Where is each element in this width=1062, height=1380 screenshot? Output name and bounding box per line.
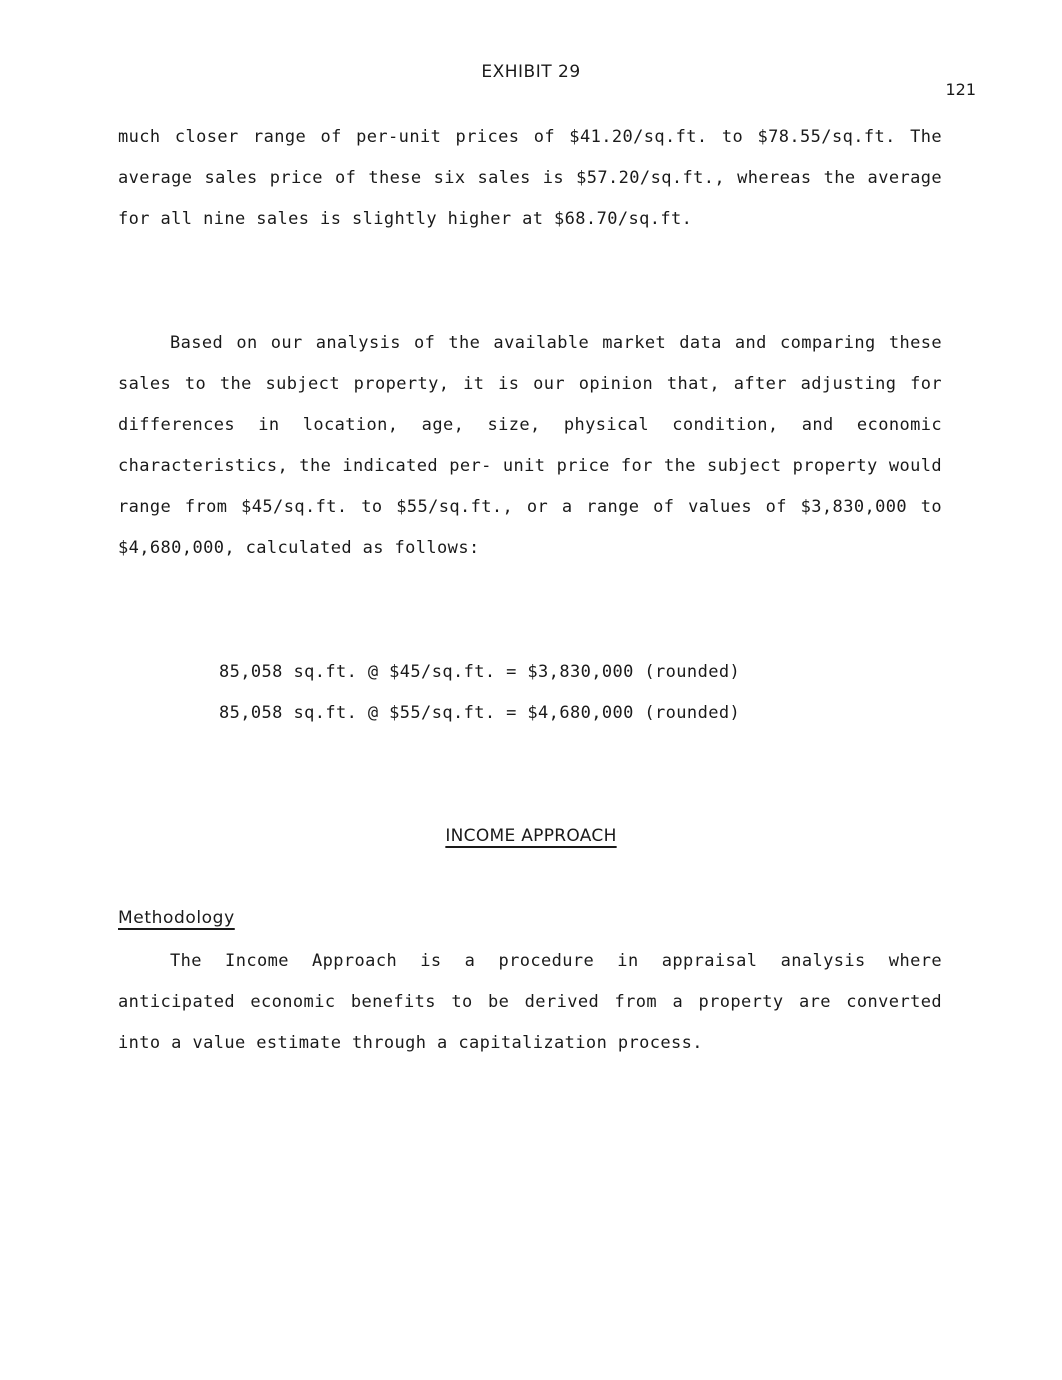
section-heading bbox=[0, 826, 1062, 846]
paragraph-analysis-opinion: Based on our analysis of the available market data and comparing these sales to the subject property, it is our opinion that, after adjusting for differences in location, age, size, physical condition, and economic characteristics, the indicated per- unit price for the subject property would range from $45/sq.ft. to $55/sq.ft., or a range of values of $3,830,000 to $4,680,000, calculated as follows: bbox=[118, 333, 942, 558]
page-number: 121 bbox=[945, 80, 976, 99]
section-heading-text: INCOME APPROACH bbox=[445, 826, 617, 846]
methodology-subheading: Methodology bbox=[118, 908, 235, 928]
calculation-line-low: 85,058 sq.ft. @ $45/sq.ft. = $3,830,000 (rounded) bbox=[219, 662, 741, 682]
exhibit-label: EXHIBIT 29 bbox=[481, 62, 581, 82]
paragraph-income-approach: The Income Approach is a procedure in appraisal analysis where anticipated economic benefits to be derived from a property are converted into a value estimate through a capitalization process. bbox=[118, 951, 942, 1053]
calculation-line-high: 85,058 sq.ft. @ $55/sq.ft. = $4,680,000 (rounded) bbox=[219, 703, 741, 723]
paragraph-price-range: much closer range of per-unit prices of $41.20/sq.ft. to $78.55/sq.ft. The average sales price of these six sales is $57.20/sq.ft., whereas the average for all nine sales is slightly higher at $68.70/sq.ft. bbox=[118, 127, 942, 229]
